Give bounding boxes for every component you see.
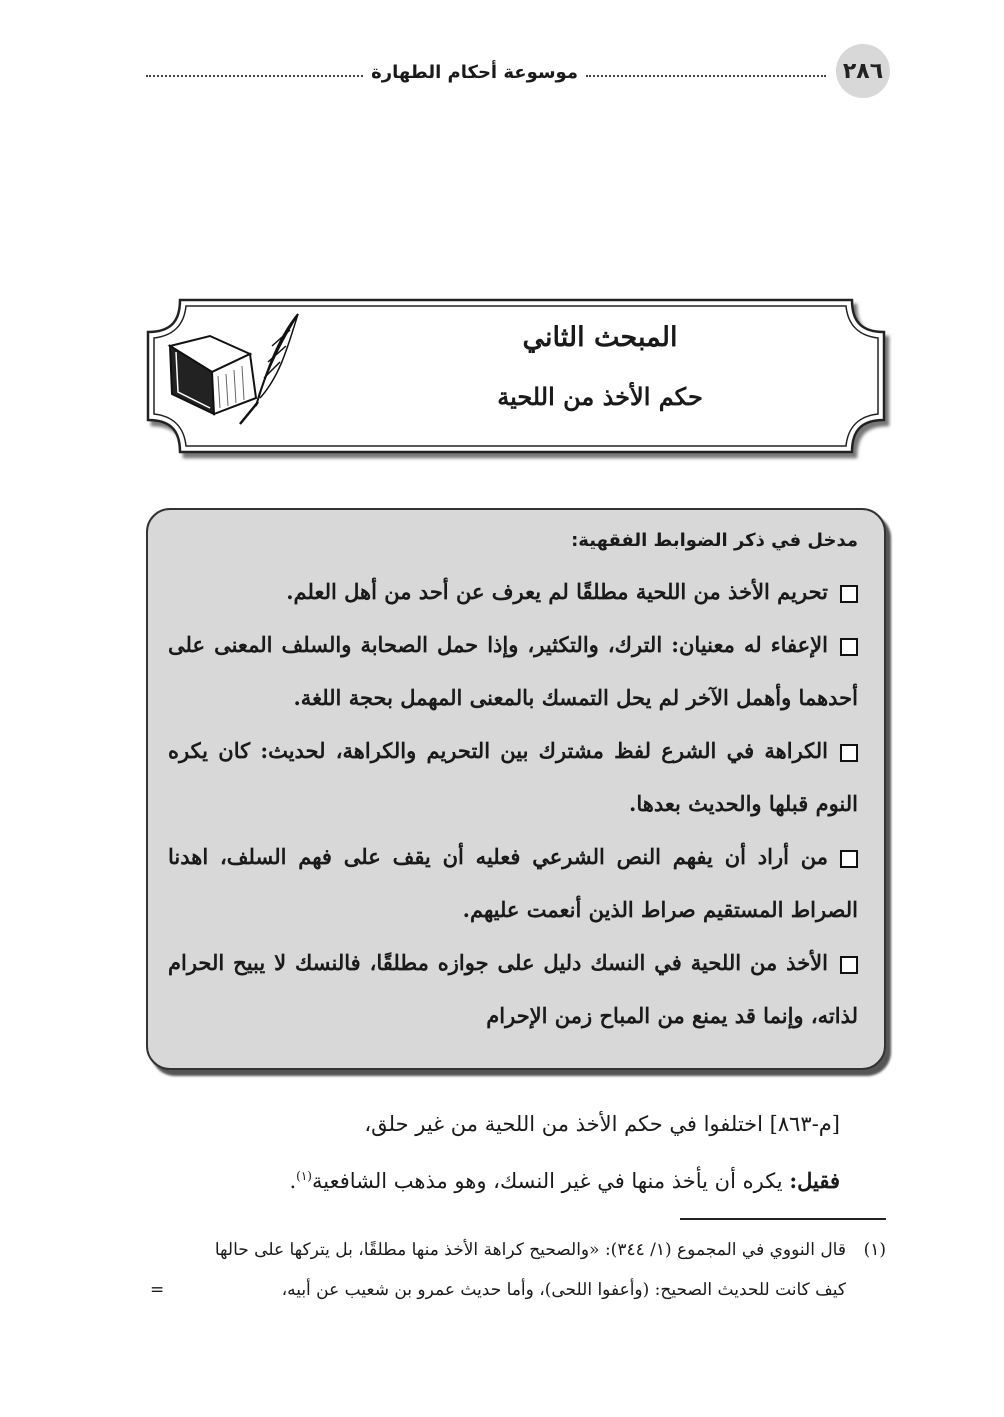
rule-text: الكراهة في الشرع لفظ مشترك بين التحريم والكراهة، لحديث: كان يكره النوم قبلها والحديث بعدها. — [168, 738, 858, 816]
footnote-text: كيف كانت للحديث الصحيح: (وأعفوا اللحى)، وأما حديث عمرو بن شعيب عن أبيه، — [281, 1280, 846, 1300]
header-dots-left — [146, 75, 363, 77]
book-quill-icon — [160, 306, 310, 426]
rules-box — [146, 508, 886, 1070]
sentence-end: . — [289, 1169, 297, 1193]
page-number: ٢٨٦ — [836, 44, 890, 98]
rule-item — [168, 618, 858, 724]
chapter-subtitle: حكم الأخذ من اللحية — [497, 382, 703, 411]
footnote-reference[interactable]: (١) — [296, 1169, 312, 1183]
rules-heading: مدخل في ذكر الضوابط الفقهية: — [571, 530, 858, 551]
rule-text: من أراد أن يفهم النص الشرعي فعليه أن يقف على فهم السلف، اهدنا الصراط المستقيم صراط الذين أنعمت عليهم. — [168, 844, 858, 922]
rule-text: تحريم الأخذ من اللحية مطلقًا لم يعرف عن أحد من أهل العلم. — [286, 579, 828, 604]
checkbox-square-icon — [840, 956, 858, 974]
running-title: موسوعة أحكام الطهارة — [371, 61, 578, 83]
footnote-line — [146, 1240, 886, 1260]
footnote-line — [146, 1280, 886, 1300]
body-paragraph-line — [150, 1168, 840, 1193]
running-header — [146, 58, 826, 86]
opinion-lead: فقيل: — [789, 1168, 840, 1193]
checkbox-square-icon — [840, 638, 858, 656]
footnote-number: (١) — [863, 1240, 886, 1260]
chapter-title: المبحث الثاني — [522, 322, 678, 353]
header-dots-right — [586, 75, 826, 77]
opinion-text: يكره أن يأخذ منها في غير النسك، وهو مذهب الشافعية — [311, 1169, 783, 1193]
rule-text: الأخذ من اللحية في النسك دليل على جوازه مطلقًا، فالنسك لا يبيح الحرام لذاته، وإنما قد يمنع من المباح زمن الإحرام — [168, 950, 858, 1028]
rule-item — [168, 565, 858, 618]
rule-item — [168, 936, 858, 1042]
checkbox-square-icon — [840, 744, 858, 762]
footnote-continuation-mark: = — [150, 1280, 165, 1300]
body-paragraph-line: [م-٨٦٣] اختلفوا في حكم الأخذ من اللحية من غير حلق، — [364, 1112, 840, 1136]
footnote-text: قال النووي في المجموع (١/ ٣٤٤): «والصحيح كراهة الأخذ منها مطلقًا، بل يتركها على حالها — [214, 1240, 846, 1260]
checkbox-square-icon — [840, 850, 858, 868]
rule-item — [168, 830, 858, 936]
rule-item — [168, 724, 858, 830]
checkbox-square-icon — [840, 585, 858, 603]
rule-text: الإعفاء له معنيان: الترك، والتكثير، وإذا حمل الصحابة والسلف المعنى على أحدهما وأهمل الآخر لم يحل التمسك بالمعنى المهمل بحجة اللغة. — [168, 632, 858, 710]
footnote-separator — [680, 1218, 886, 1220]
